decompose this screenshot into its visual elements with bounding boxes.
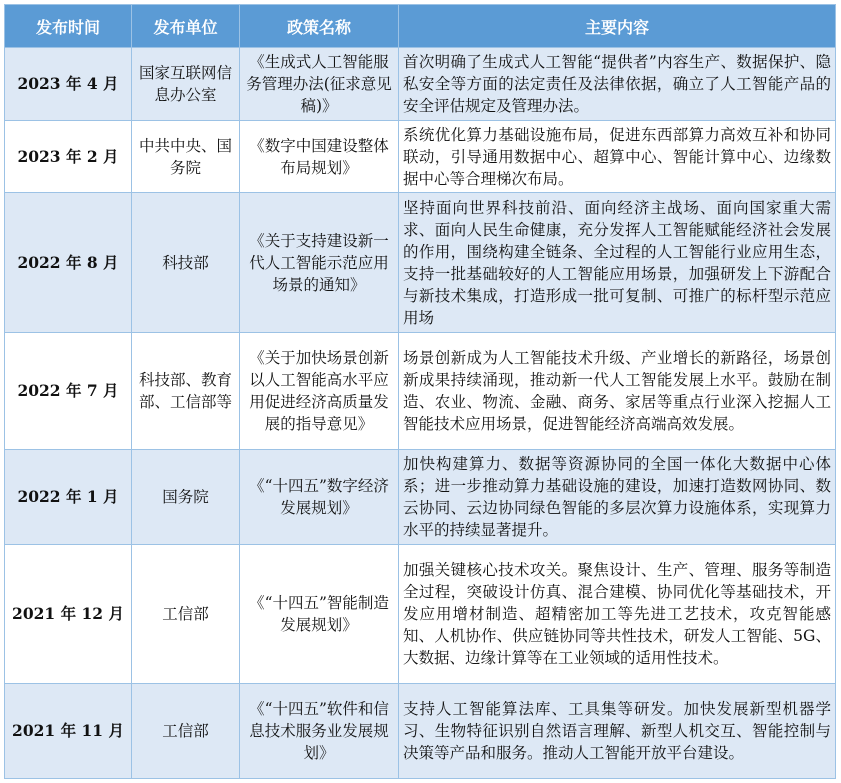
row-date: 2022 年 1 月 (5, 450, 132, 545)
row-unit: 科技部 (132, 193, 240, 333)
row-unit: 国家互联网信息办公室 (132, 48, 240, 121)
row-policy-name: 《“十四五”智能制造发展规划》 (240, 545, 399, 684)
row-policy-name: 《数字中国建设整体布局规划》 (240, 121, 399, 193)
row-content: 首次明确了生成式人工智能“提供者”内容生产、数据保护、隐私安全等方面的法定责任及法律依据，确立了人工智能产品的安全评估规定及管理办法。 (399, 48, 836, 121)
row-date: 2022 年 8 月 (5, 193, 132, 333)
header-content: 主要内容 (399, 5, 836, 48)
row-policy-name: 《生成式人工智能服务管理办法(征求意见稿)》 (240, 48, 399, 121)
header-date: 发布时间 (5, 5, 132, 48)
table-header-row (5, 5, 836, 48)
row-policy-name: 《关于加快场景创新以人工智能高水平应用促进经济高质量发展的指导意见》 (240, 333, 399, 450)
table-row (5, 48, 836, 121)
row-date: 2023 年 2 月 (5, 121, 132, 193)
row-unit: 中共中央、国务院 (132, 121, 240, 193)
row-content: 支持人工智能算法库、工具集等研发。加快发展新型机器学习、生物特征识别自然语言理解、新型人机交互、智能控制与决策等产品和服务。推动人工智能开放平台建设。 (399, 684, 836, 779)
table-row (5, 545, 836, 684)
header-unit: 发布单位 (132, 5, 240, 48)
row-content: 场景创新成为人工智能技术升级、产业增长的新路径，场景创新成果持续涌现，推动新一代人工智能发展上水平。鼓励在制造、农业、物流、金融、商务、家居等重点行业深入挖掘人工智能技术应用场景，促进智能经济高端高效发展。 (399, 333, 836, 450)
header-policy-name: 政策名称 (240, 5, 399, 48)
row-date: 2023 年 4 月 (5, 48, 132, 121)
row-date: 2021 年 11 月 (5, 684, 132, 779)
row-content: 系统优化算力基础设施布局，促进东西部算力高效互补和协同联动，引导通用数据中心、超算中心、智能计算中心、边缘数据中心等合理梯次布局。 (399, 121, 836, 193)
row-unit: 工信部 (132, 684, 240, 779)
table-row (5, 684, 836, 779)
table-row (5, 333, 836, 450)
row-policy-name: 《“十四五”数字经济发展规划》 (240, 450, 399, 545)
table-row (5, 193, 836, 333)
row-policy-name: 《关于支持建设新一代人工智能示范应用场景的通知》 (240, 193, 399, 333)
policy-table (4, 4, 836, 779)
table-row (5, 450, 836, 545)
row-content: 加强关键核心技术攻关。聚焦设计、生产、管理、服务等制造全过程，突破设计仿真、混合建模、协同优化等基础技术，开发应用增材制造、超精密加工等先进工艺技术，攻克智能感知、人机协作、供应链协同等共性技术，研发人工智能、5G、大数据、边缘计算等在工业领域的适用性技术。 (399, 545, 836, 684)
row-content: 坚持面向世界科技前沿、面向经济主战场、面向国家重大需求、面向人民生命健康，充分发挥人工智能赋能经济社会发展的作用，围绕构建全链条、全过程的人工智能行业应用生态，支持一批基础较好的人工智能应用场景，加强研发上下游配合与新技术集成，打造形成一批可复制、可推广的标杆型示范应用场 (399, 193, 836, 333)
table-row (5, 121, 836, 193)
row-date: 2021 年 12 月 (5, 545, 132, 684)
row-unit: 科技部、教育部、工信部等 (132, 333, 240, 450)
row-policy-name: 《“十四五”软件和信息技术服务业发展规划》 (240, 684, 399, 779)
row-unit: 工信部 (132, 545, 240, 684)
row-content: 加快构建算力、数据等资源协同的全国一体化大数据中心体系；进一步推动算力基础设施的建设，加速打造数网协同、数云协同、云边协同绿色智能的多层次算力设施体系，实现算力水平的持续显著提升。 (399, 450, 836, 545)
row-unit: 国务院 (132, 450, 240, 545)
row-date: 2022 年 7 月 (5, 333, 132, 450)
